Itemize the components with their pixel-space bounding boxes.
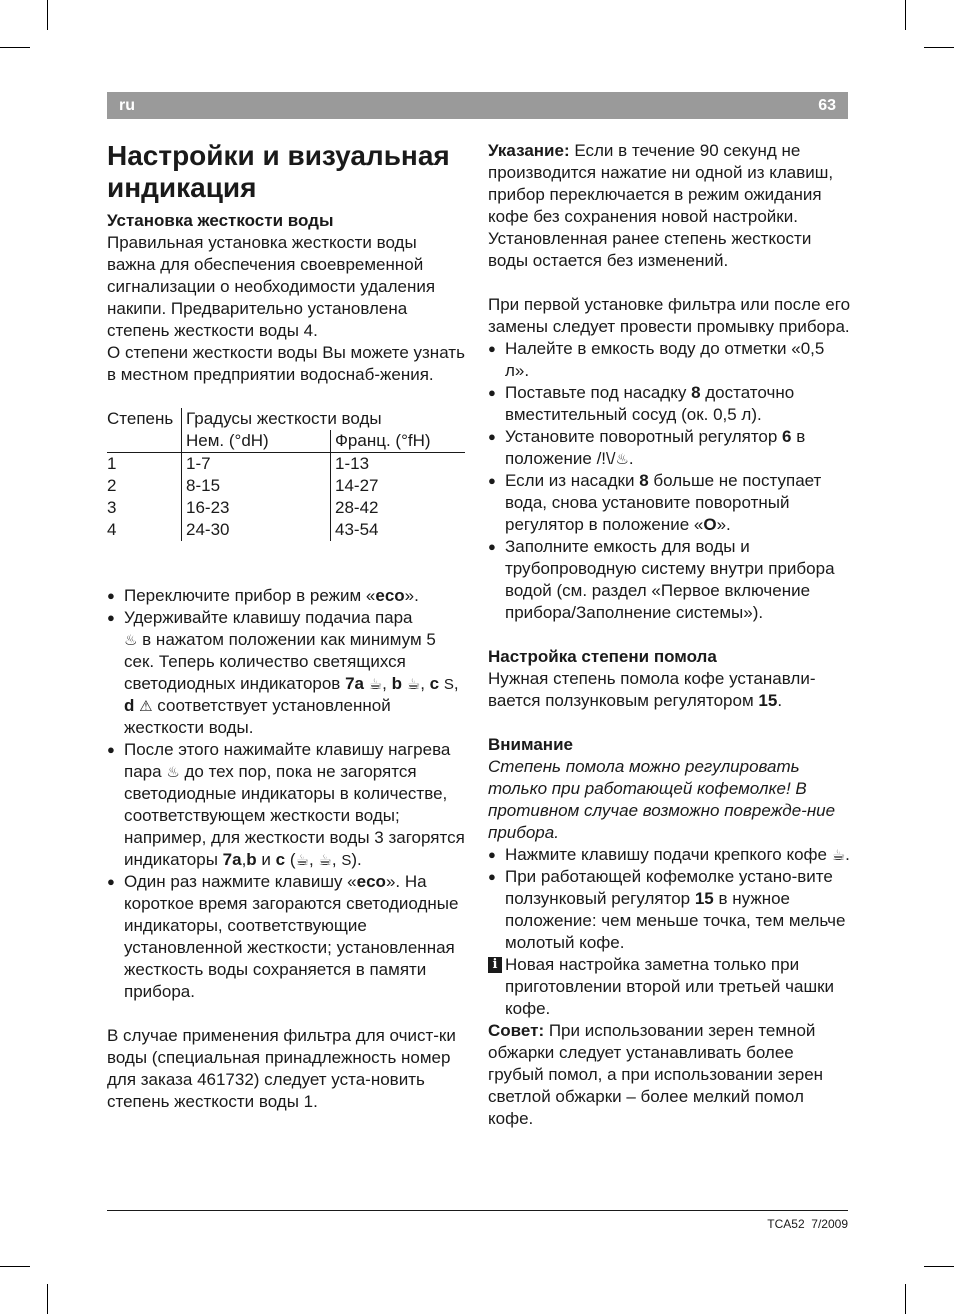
attention-text: Степень помола можно регулировать только при работающей кофемолке! В противном случае возможно поврежде-ние прибора. xyxy=(488,757,836,842)
crop-mark xyxy=(905,0,906,30)
table-cell-level: 1 xyxy=(107,454,117,473)
table-cell-fr: 43-54 xyxy=(331,519,466,541)
table-cell-de: 24-30 xyxy=(182,519,331,541)
instruction-list xyxy=(107,585,469,1003)
descale-icon: ⚠ xyxy=(139,698,153,715)
table-cell-fr: 14-27 xyxy=(331,475,466,497)
intro-paragraph: Правильная установка жесткости воды важна для обеспечения своевременной сигнализации о необходимости удаления накипи. Предварительно установлена степень жесткости воды 4. xyxy=(107,233,436,340)
list-item: ● Переключите прибор в режим «eco». xyxy=(107,585,469,607)
table-header-level: Степень xyxy=(107,409,174,428)
crop-mark xyxy=(0,1266,30,1267)
cup-icon: ☕ xyxy=(295,852,309,869)
crop-mark xyxy=(924,47,954,48)
crop-mark xyxy=(47,1284,48,1314)
filter-paragraph: В случае применения фильтра для очист-ки воды (специальная принадлежность номер для заказа 461732) следует уста-новить степень жесткости воды 1. xyxy=(107,1026,456,1111)
grind-paragraph: Нужная степень помола кофе устанавли-вается ползунковым регулятором 15. xyxy=(488,669,816,710)
hardness-table xyxy=(107,408,465,541)
footer xyxy=(767,1217,848,1231)
list-item: ● Установите поворотный регулятор 6 в положение /!\/♨. xyxy=(488,426,853,470)
cup-icon: ☕ xyxy=(368,676,383,693)
steam-icon: ♨ xyxy=(166,764,180,781)
table-cell-de: 1-7 xyxy=(182,453,331,476)
language-code: ru xyxy=(119,97,135,114)
intro-paragraph-2: О степени жесткости воды Вы можете узнать в местном предприятии водоснаб-жения. xyxy=(107,343,465,384)
list-item: ● Заполните емкость для воды и трубопроводную систему внутри прибора водой (см. раздел «Первое включение прибора/Заполнение системы»). xyxy=(488,536,853,624)
attention-heading: Внимание xyxy=(488,735,573,754)
table-row xyxy=(107,453,465,476)
table-cell-de: 8-15 xyxy=(182,475,331,497)
left-column xyxy=(107,140,469,1113)
model-code: TCA52 xyxy=(767,1217,805,1231)
table-cell-de: 16-23 xyxy=(182,497,331,519)
list-item: ● Налейте в емкость воду до отметки «0,5 л». xyxy=(488,338,853,382)
header-bar xyxy=(107,92,848,119)
cup-icon: ☕ xyxy=(406,676,421,693)
list-item: ● Поставьте под насадку 8 достаточно вместительный сосуд (ок. 0,5 л). xyxy=(488,382,853,426)
table-header-degrees: Градусы жесткости воды xyxy=(182,408,466,430)
cup-icon: ☕ xyxy=(318,852,332,869)
info-paragraph: i Новая настройка заметна только при приготовлении второй или третьей чашки кофе. xyxy=(488,954,853,1020)
list-item: ● При работающей кофемолке устано-вите ползунковый регулятор 15 в нужное положение: чем меньше точка, тем мельче молотый кофе. xyxy=(488,866,853,954)
table-row xyxy=(107,497,465,519)
page-number: 63 xyxy=(818,97,836,114)
steam-icon: ♨ xyxy=(124,632,138,649)
table-subheader-de: Нем. (°dH) xyxy=(182,430,331,453)
table-cell-level: 2 xyxy=(107,476,117,495)
filter-first-paragraph: При первой установке фильтра или после его замены следует провести промывку прибора. xyxy=(488,295,851,336)
footer-date: 7/2009 xyxy=(811,1217,848,1231)
table-row xyxy=(107,519,465,541)
list-item: ● После этого нажимайте клавишу нагрева пара ♨ до тех пор, пока не загорятся светодиодные индикаторы в количестве, соответствующем жесткости воды; например, для жесткости воды 3 загорятся индикаторы 7a,b и c (☕, ☕, S). xyxy=(107,739,469,871)
tip-paragraph: Совет: При использовании зерен темной обжарки следует устанавливать более грубый помол, а при использовании зерен светлой обжарки – более мелкий помол кофе. xyxy=(488,1021,824,1128)
steam-icon: ♨ xyxy=(615,451,629,468)
rinse-list xyxy=(488,338,853,624)
strong-coffee-icon: ☕ xyxy=(831,847,846,864)
table-cell-fr: 28-42 xyxy=(331,497,466,519)
s-icon: S xyxy=(443,676,454,693)
tip-label: Совет: xyxy=(488,1021,545,1040)
page-title: Настройки и визуальная индикация xyxy=(107,140,450,203)
crop-mark xyxy=(924,1266,954,1267)
crop-mark xyxy=(905,1284,906,1314)
crop-mark xyxy=(47,0,48,30)
s-icon: S xyxy=(341,852,352,869)
table-cell-fr: 1-13 xyxy=(331,453,466,476)
list-item: ● Нажмите клавишу подачи крепкого кофе ☕. xyxy=(488,844,853,866)
table-row xyxy=(107,475,465,497)
note-paragraph: Указание: Если в течение 90 секунд не производится нажатие ни одной из клавиш, прибор переключается в режим ожидания кофе без сохранения новой настройки. Установленная ранее степень жесткости воды остается без изменений. xyxy=(488,141,834,270)
right-column xyxy=(488,140,853,1130)
footer-rule xyxy=(107,1210,848,1211)
table-cell-level: 4 xyxy=(107,520,117,539)
list-item: ● Если из насадки 8 больше не поступает вода, снова установите поворотный регулятор в положение «O». xyxy=(488,470,853,536)
grind-list xyxy=(488,844,853,954)
list-item: ● Удерживайте клавишу подачиа пара ♨ в нажатом положении как минимум 5 сек. Теперь количество светящихся светодиодных индикаторов 7a ☕, b ☕, c S, d ⚠ соответствует установленной жесткости воды. xyxy=(107,607,469,739)
table-subheader-fr: Франц. (°fH) xyxy=(331,430,466,453)
list-item: ● Один раз нажмите клавишу «eco». На короткое время загораются светодиодные индикаторы, соответствующие установленной жесткости; установленная жесткость воды сохраняется в памяти прибора. xyxy=(107,871,469,1003)
note-label: Указание: xyxy=(488,141,570,160)
crop-mark xyxy=(0,47,30,48)
info-icon: i xyxy=(488,957,502,973)
section-heading-grind: Настройка степени помола xyxy=(488,647,717,666)
table-cell-level: 3 xyxy=(107,498,117,517)
section-heading-water-hardness: Установка жесткости воды xyxy=(107,211,334,230)
